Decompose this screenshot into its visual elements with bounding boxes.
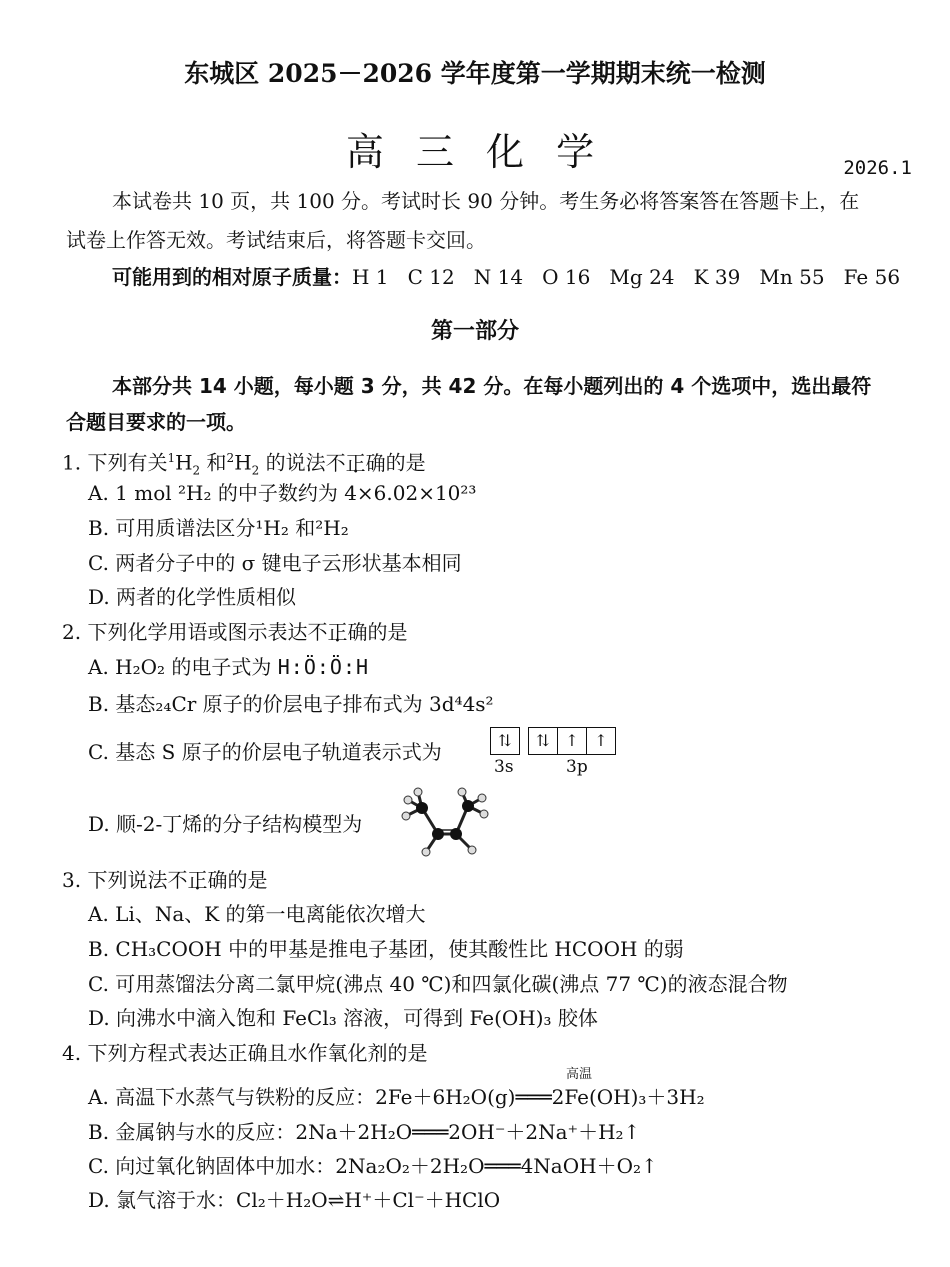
q3-option-c: C. 可用蒸馏法分离二氯甲烷(沸点 40 ℃)和四氯化碳(沸点 77 ℃)的液态混合物: [88, 972, 788, 996]
q2-option-c: C. 基态 S 原子的价层电子轨道表示式为: [88, 740, 442, 764]
q4-stem: 4. 下列方程式表达正确且水作氧化剂的是: [62, 1041, 428, 1065]
q3-key-word: 不正确: [167, 868, 228, 892]
orbital-box-3p: ⇅ ↑ ↑: [528, 727, 616, 755]
part-instruction-2: 合题目要求的一项。: [66, 410, 246, 434]
q4-option-b: B. 金属钠与水的反应：2Na＋2H₂O═══2OH⁻＋2Na⁺＋H₂↑: [88, 1120, 641, 1144]
atomic-masses: [112, 263, 900, 291]
q2-key-word: 不正确: [307, 620, 368, 644]
subject-title: 高 三 化 学: [345, 130, 605, 174]
cis-2-butene-model: [398, 786, 508, 860]
part-heading: 第一部分: [430, 319, 519, 344]
atomic-masses-label: 可能用到的相对原子质量：: [112, 265, 352, 289]
q2-stem: 2. 下列化学用语或图示表达不正确的是: [62, 620, 408, 644]
q2-option-a: A. H₂O₂ 的电子式为 H:Ö:Ö:H: [88, 655, 370, 679]
q3-stem: 3. 下列说法不正确的是: [62, 868, 268, 892]
q4-option-c: C. 向过氧化钠固体中加水：2Na₂O₂＋2H₂O═══4NaOH＋O₂↑: [88, 1154, 658, 1178]
q4-option-d: D. 氯气溶于水：Cl₂＋H₂O⇌H⁺＋Cl⁻＋HClO: [88, 1188, 501, 1212]
q1-key-word: 不正确: [325, 450, 386, 475]
exam-date: 2026.1: [843, 157, 912, 179]
intro-line-2: 试卷上作答无效。考试结束后，将答题卡交回。: [66, 228, 486, 252]
q1-option-d: D. 两者的化学性质相似: [88, 585, 297, 609]
orbital-label-3s: 3s: [494, 757, 514, 777]
q1-option-a: A. 1 mol ²H₂ 的中子数约为 4×6.02×10²³: [88, 481, 477, 505]
intro-line-1: 本试卷共 10 页，共 100 分。考试时长 90 分钟。考生务必将答案答在答题卡上，在: [112, 189, 860, 213]
q4-a-condition: 高温: [566, 1067, 593, 1082]
orbital-label-3p: 3p: [566, 757, 588, 777]
q2-option-d: D. 顺-2-丁烯的分子结构模型为: [88, 812, 363, 836]
peroxide-electron-formula: H:Ö:Ö:H: [277, 655, 370, 679]
q3-option-a: A. Li、Na、K 的第一电离能依次增大: [88, 902, 426, 926]
part-instruction-1: 本部分共 14 小题，每小题 3 分，共 42 分。在每小题列出的 4 个选项中，选出最符: [112, 374, 872, 398]
orbital-box-3s: ⇅: [490, 727, 520, 755]
q2-option-b: B. 基态₂₄Cr 原子的价层电子排布式为 3d⁴4s²: [88, 692, 494, 716]
q1-option-c: C. 两者分子中的 σ 键电子云形状基本相同: [88, 551, 462, 575]
q4-option-a: A. 高温下水蒸气与铁粉的反应：2Fe＋6H₂O(g)═══2Fe(OH)₃＋3H₂: [88, 1085, 705, 1109]
exam-title: 东城区 2025－2026 学年度第一学期期末统一检测: [184, 59, 766, 88]
q3-option-b: B. CH₃COOH 中的甲基是推电子基团，使其酸性比 HCOOH 的弱: [88, 937, 684, 961]
q1-option-b: B. 可用质谱法区分¹H₂ 和²H₂: [88, 516, 349, 540]
q3-option-d: D. 向沸水中滴入饱和 FeCl₃ 溶液，可得到 Fe(OH)₃ 胶体: [88, 1006, 598, 1030]
atomic-masses-values: H 1 C 12 N 14 O 16 Mg 24 K 39 Mn 55 Fe 56: [352, 265, 901, 289]
q1-stem: 1. 下列有关$^1H_2$ 和$^2H_2$ 的说法不正确的是: [62, 450, 426, 478]
